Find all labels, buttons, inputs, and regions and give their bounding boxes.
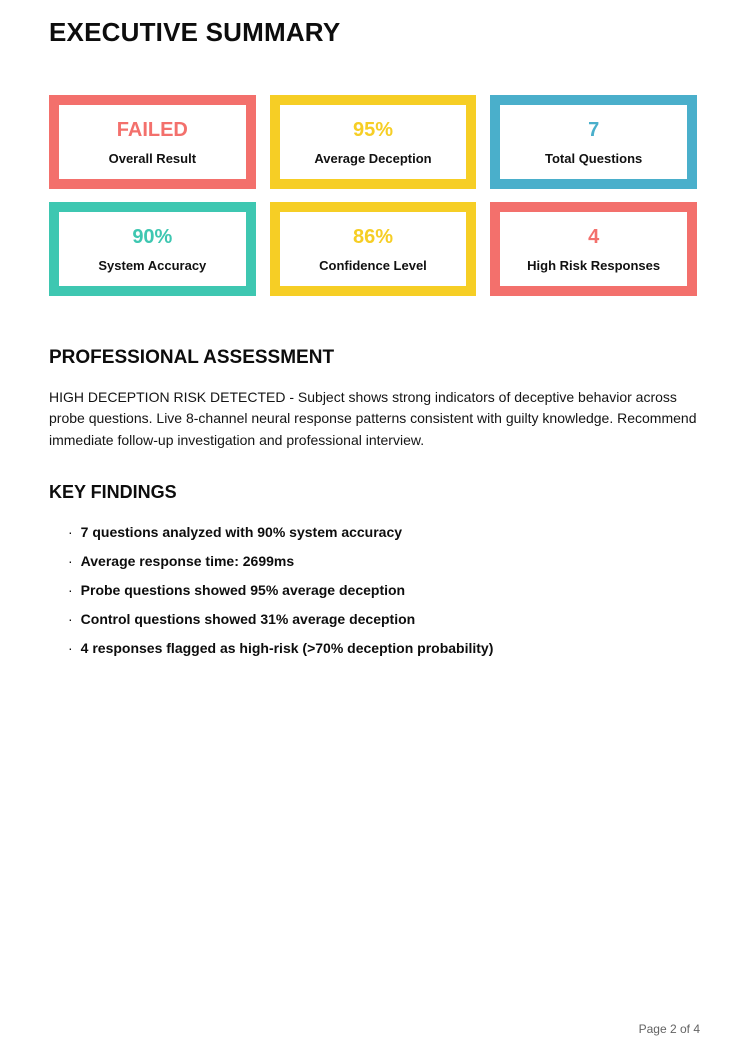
metric-value: 90% xyxy=(132,225,173,248)
metric-value: 86% xyxy=(352,225,393,248)
metric-card xyxy=(49,95,256,189)
bullet-icon: · xyxy=(68,524,73,541)
professional-assessment-text: HIGH DECEPTION RISK DETECTED - Subject shows strong indicators of deceptive behavior across probe questions. Live 8-channel neural response patterns consistent with guilty knowledge. Recommend immediate follow-up investigation and professional interview. xyxy=(49,388,697,448)
metric-value: 7 xyxy=(588,118,600,141)
finding-text: 7 questions analyzed with 90% system accuracy xyxy=(80,524,403,541)
finding-item xyxy=(68,582,697,599)
metric-value: FAILED xyxy=(116,118,188,141)
metric-label: Overall Result xyxy=(108,150,197,166)
metric-cards-grid xyxy=(49,95,697,296)
finding-text: Control questions showed 31% average deception xyxy=(80,611,416,628)
finding-text: Average response time: 2699ms xyxy=(80,553,295,570)
metric-card xyxy=(490,95,697,189)
metric-card xyxy=(490,202,697,296)
metric-card xyxy=(49,202,256,296)
metric-card xyxy=(270,202,477,296)
bullet-icon: · xyxy=(68,611,73,628)
finding-text: 4 responses flagged as high-risk (>70% deception probability) xyxy=(80,640,494,657)
bullet-icon: · xyxy=(68,553,73,570)
finding-text: Probe questions showed 95% average deception xyxy=(80,582,406,599)
metric-label: Confidence Level xyxy=(319,257,427,273)
metric-card xyxy=(270,95,477,189)
metric-label: System Accuracy xyxy=(98,257,207,273)
bullet-icon: · xyxy=(68,582,73,599)
key-findings-list xyxy=(49,524,697,657)
metric-label: Total Questions xyxy=(545,150,643,166)
page-title: EXECUTIVE SUMMARY xyxy=(49,17,341,47)
key-findings-heading: KEY FINDINGS xyxy=(49,482,177,503)
finding-item xyxy=(68,524,697,541)
finding-item xyxy=(68,611,697,628)
metric-label: High Risk Responses xyxy=(527,257,661,273)
finding-item xyxy=(68,553,697,570)
metric-value: 4 xyxy=(588,225,600,248)
metric-value: 95% xyxy=(352,118,393,141)
metric-label: Average Deception xyxy=(314,150,432,166)
finding-item xyxy=(68,640,697,657)
professional-assessment-heading: PROFESSIONAL ASSESSMENT xyxy=(49,347,335,368)
bullet-icon: · xyxy=(68,640,73,657)
page-number: Page 2 of 4 xyxy=(638,1022,700,1036)
